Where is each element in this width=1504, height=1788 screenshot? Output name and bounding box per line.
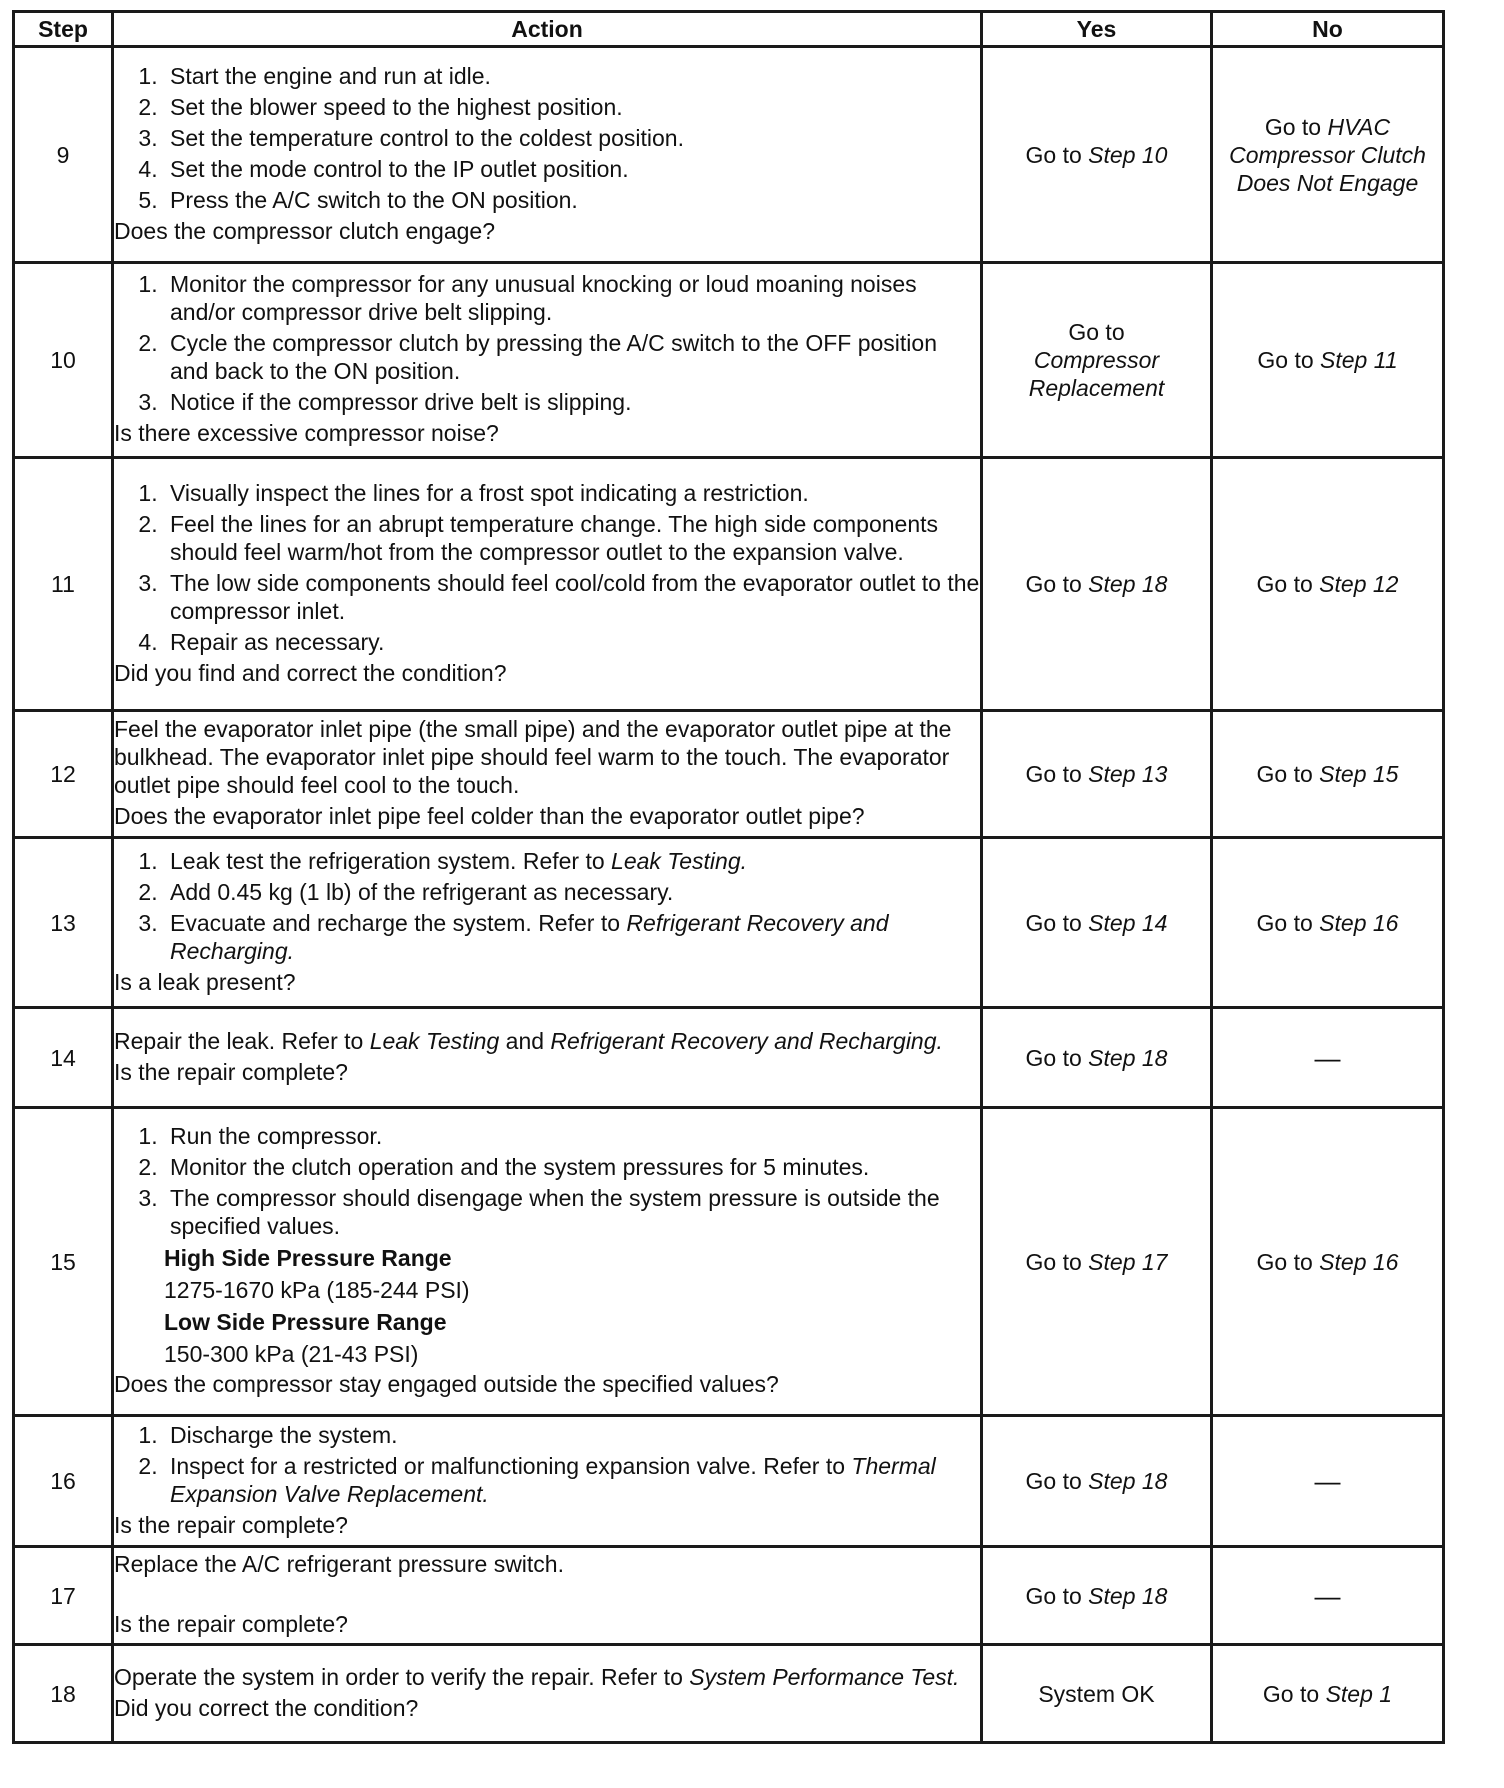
step-question: Is a leak present? bbox=[114, 968, 296, 995]
table-row-step-12 bbox=[14, 711, 1444, 838]
step-number: 18 bbox=[14, 1645, 113, 1743]
table-row-step-18 bbox=[14, 1645, 1444, 1743]
header-no: No bbox=[1212, 12, 1444, 47]
list-item: 3. The compressor should disengage when the system pressure is outside the specified values. bbox=[164, 1184, 980, 1240]
action-list bbox=[114, 270, 980, 416]
no-prefix: Go to bbox=[1256, 571, 1313, 597]
no-cell bbox=[1212, 1645, 1444, 1743]
action-cell bbox=[113, 1416, 982, 1547]
no-cell bbox=[1212, 711, 1444, 838]
yes-link[interactable]: Step 18 bbox=[1088, 1582, 1168, 1609]
reference-link[interactable]: Leak Testing. bbox=[611, 847, 748, 874]
item-text: Inspect for a restricted or malfunctioning expansion valve. Refer to bbox=[170, 1452, 846, 1479]
step-question: Did you find and correct the condition? bbox=[114, 659, 507, 686]
yes-link[interactable]: Compressor Replacement bbox=[1028, 347, 1165, 401]
table-header-row bbox=[14, 12, 1444, 47]
action-cell bbox=[113, 263, 982, 458]
step-instruction bbox=[114, 1027, 980, 1055]
no-cell bbox=[1212, 263, 1444, 458]
table-row-step-14 bbox=[14, 1008, 1444, 1108]
yes-prefix: Go to bbox=[1025, 1248, 1082, 1275]
yes-prefix: Go to bbox=[1068, 319, 1125, 345]
table-row-step-17 bbox=[14, 1547, 1444, 1645]
yes-link[interactable]: Step 17 bbox=[1088, 1248, 1168, 1275]
low-side-title: Low Side Pressure Range bbox=[164, 1309, 447, 1335]
yes-prefix: Go to bbox=[1025, 909, 1082, 936]
yes-prefix: Go to bbox=[1025, 1468, 1082, 1494]
no-cell: — bbox=[1212, 1416, 1444, 1547]
table-row-step-13 bbox=[14, 838, 1444, 1008]
no-prefix: Go to bbox=[1256, 1248, 1313, 1275]
no-link[interactable]: Step 16 bbox=[1319, 909, 1399, 936]
yes-cell bbox=[982, 47, 1212, 263]
yes-link[interactable]: Step 14 bbox=[1088, 909, 1168, 936]
step-number: 10 bbox=[14, 263, 113, 458]
action-list bbox=[114, 1421, 980, 1508]
step-number: 15 bbox=[14, 1108, 113, 1416]
no-cell bbox=[1212, 1108, 1444, 1416]
list-item: 2. Feel the lines for an abrupt temperature change. The high side components should feel warm/hot from the compressor outlet to the expansion valve. bbox=[164, 510, 980, 566]
instruction-text: Operate the system in order to verify the repair. Refer to bbox=[114, 1663, 683, 1690]
list-item: 3. Notice if the compressor drive belt is slipping. bbox=[164, 388, 980, 416]
list-item bbox=[164, 847, 980, 875]
no-cell: — bbox=[1212, 1008, 1444, 1108]
yes-link[interactable]: Step 18 bbox=[1088, 1044, 1168, 1071]
action-cell bbox=[113, 1547, 982, 1645]
step-question: Did you correct the condition? bbox=[114, 1694, 419, 1721]
no-prefix: Go to bbox=[1262, 1680, 1320, 1707]
reference-link[interactable]: Leak Testing bbox=[369, 1027, 500, 1054]
no-link[interactable]: Step 15 bbox=[1319, 761, 1399, 787]
action-cell bbox=[113, 47, 982, 263]
yes-cell bbox=[982, 1416, 1212, 1547]
no-cell bbox=[1212, 458, 1444, 711]
item-text: Evacuate and recharge the system. Refer to bbox=[170, 909, 621, 936]
action-list bbox=[114, 62, 980, 214]
action-cell bbox=[113, 838, 982, 1008]
list-item: 1. Monitor the compressor for any unusual knocking or loud moaning noises and/or compressor drive belt slipping. bbox=[164, 270, 980, 326]
yes-cell bbox=[982, 458, 1212, 711]
no-cell bbox=[1212, 838, 1444, 1008]
list-item: 4. Repair as necessary. bbox=[164, 628, 980, 656]
action-list bbox=[114, 1122, 980, 1240]
list-item: 4. Set the mode control to the IP outlet position. bbox=[164, 155, 980, 183]
step-number: 17 bbox=[14, 1547, 113, 1645]
list-item: 3. Set the temperature control to the coldest position. bbox=[164, 124, 980, 152]
step-question: Does the evaporator inlet pipe feel colder than the evaporator outlet pipe? bbox=[114, 803, 865, 829]
step-number: 16 bbox=[14, 1416, 113, 1547]
action-cell bbox=[113, 711, 982, 838]
step-instruction bbox=[114, 1663, 980, 1691]
no-link[interactable]: Step 16 bbox=[1319, 1248, 1399, 1275]
yes-cell bbox=[982, 1547, 1212, 1645]
step-number: 14 bbox=[14, 1008, 113, 1108]
action-cell bbox=[113, 1108, 982, 1416]
list-item: 2. Monitor the clutch operation and the system pressures for 5 minutes. bbox=[164, 1153, 980, 1181]
list-item: 2. Set the blower speed to the highest position. bbox=[164, 93, 980, 121]
table-row-step-16 bbox=[14, 1416, 1444, 1547]
step-question: Is the repair complete? bbox=[114, 1511, 348, 1538]
instruction-text: and bbox=[505, 1027, 545, 1054]
yes-link[interactable]: Step 18 bbox=[1088, 1468, 1168, 1494]
action-list bbox=[114, 847, 980, 965]
list-item: 1. Start the engine and run at idle. bbox=[164, 62, 980, 90]
yes-prefix: Go to bbox=[1025, 761, 1082, 787]
header-action: Action bbox=[113, 12, 982, 47]
reference-link[interactable]: Refrigerant Recovery and Recharging. bbox=[170, 909, 889, 964]
step-number: 9 bbox=[14, 47, 113, 263]
yes-link[interactable]: Step 10 bbox=[1088, 141, 1168, 168]
no-link[interactable]: HVAC Compressor Clutch Does Not Engage bbox=[1229, 113, 1426, 196]
header-yes: Yes bbox=[982, 12, 1212, 47]
no-prefix: Go to bbox=[1256, 761, 1313, 787]
yes-prefix: Go to bbox=[1025, 1582, 1082, 1609]
step-instruction: Feel the evaporator inlet pipe (the small pipe) and the evaporator outlet pipe at the bulkhead. The evaporator inlet pipe should feel warm to the touch. The evaporator outlet pipe should feel cool to the touch. bbox=[114, 716, 952, 798]
no-cell bbox=[1212, 47, 1444, 263]
diagnostic-table bbox=[12, 10, 1445, 1744]
table-row-step-11 bbox=[14, 458, 1444, 711]
yes-cell bbox=[982, 838, 1212, 1008]
reference-link[interactable]: System Performance Test. bbox=[689, 1663, 960, 1690]
step-instruction: Replace the A/C refrigerant pressure switch. bbox=[114, 1551, 564, 1577]
yes-link[interactable]: Step 13 bbox=[1088, 761, 1168, 787]
list-item: 2. Cycle the compressor clutch by pressing the A/C switch to the OFF position and back to the ON position. bbox=[164, 329, 980, 385]
step-question: Does the compressor clutch engage? bbox=[114, 217, 495, 244]
list-item: 1. Visually inspect the lines for a frost spot indicating a restriction. bbox=[164, 479, 980, 507]
action-cell bbox=[113, 1008, 982, 1108]
no-prefix: Go to bbox=[1264, 113, 1322, 140]
yes-prefix: Go to bbox=[1025, 141, 1082, 168]
list-item bbox=[164, 1452, 980, 1508]
table-row-step-10 bbox=[14, 263, 1444, 458]
high-side-title: High Side Pressure Range bbox=[164, 1245, 452, 1271]
low-side-value: 150-300 kPa (21-43 PSI) bbox=[164, 1341, 419, 1367]
step-number: 13 bbox=[14, 838, 113, 1008]
action-list bbox=[114, 479, 980, 656]
yes-prefix: Go to bbox=[1025, 1044, 1082, 1071]
yes-cell: System OK bbox=[982, 1645, 1212, 1743]
yes-cell bbox=[982, 711, 1212, 838]
step-number: 11 bbox=[14, 458, 113, 711]
header-step: Step bbox=[14, 12, 113, 47]
no-link[interactable]: Step 1 bbox=[1325, 1680, 1393, 1707]
table-row-step-15 bbox=[14, 1108, 1444, 1416]
yes-link[interactable]: Step 18 bbox=[1088, 571, 1168, 597]
reference-link[interactable]: Thermal Expansion Valve Replacement. bbox=[170, 1452, 936, 1507]
list-item bbox=[164, 909, 980, 965]
list-item: 1. Discharge the system. bbox=[164, 1421, 980, 1449]
yes-cell bbox=[982, 1008, 1212, 1108]
action-cell bbox=[113, 458, 982, 711]
high-side-value: 1275-1670 kPa (185-244 PSI) bbox=[164, 1277, 470, 1303]
item-text: Leak test the refrigeration system. Refer to bbox=[170, 847, 605, 874]
yes-cell bbox=[982, 1108, 1212, 1416]
no-link[interactable]: Step 11 bbox=[1320, 347, 1398, 373]
no-prefix: Go to bbox=[1256, 909, 1313, 936]
action-cell bbox=[113, 1645, 982, 1743]
step-question: Does the compressor stay engaged outside the specified values? bbox=[114, 1371, 779, 1397]
step-number: 12 bbox=[14, 711, 113, 838]
step-question: Is the repair complete? bbox=[114, 1058, 348, 1085]
table-row-step-9 bbox=[14, 47, 1444, 263]
list-item: 2. Add 0.45 kg (1 lb) of the refrigerant as necessary. bbox=[164, 878, 980, 906]
no-cell: — bbox=[1212, 1547, 1444, 1645]
no-prefix: Go to bbox=[1257, 347, 1314, 373]
step-question: Is there excessive compressor noise? bbox=[114, 420, 499, 446]
list-item: 3. The low side components should feel cool/cold from the evaporator outlet to the compressor inlet. bbox=[164, 569, 980, 625]
step-question: Is the repair complete? bbox=[114, 1611, 348, 1637]
list-item: 1. Run the compressor. bbox=[164, 1122, 980, 1150]
reference-link[interactable]: Refrigerant Recovery and Recharging. bbox=[550, 1027, 943, 1054]
list-item: 5. Press the A/C switch to the ON position. bbox=[164, 186, 980, 214]
yes-cell bbox=[982, 263, 1212, 458]
instruction-text: Repair the leak. Refer to bbox=[114, 1027, 364, 1054]
no-link[interactable]: Step 12 bbox=[1319, 571, 1399, 597]
yes-prefix: Go to bbox=[1025, 571, 1082, 597]
